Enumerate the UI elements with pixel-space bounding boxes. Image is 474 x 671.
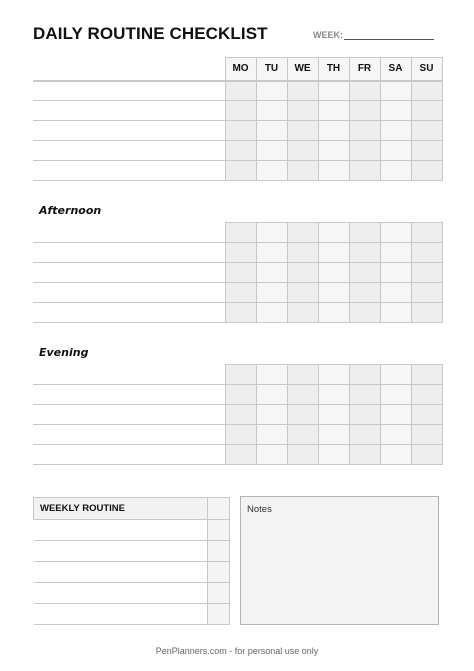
check-cell-fr[interactable]	[349, 445, 380, 465]
task-entry-cell[interactable]	[33, 283, 225, 303]
check-cell-su[interactable]	[411, 263, 442, 283]
table-header-row	[33, 58, 442, 81]
check-cell-we[interactable]	[287, 405, 318, 425]
task-entry-cell[interactable]	[33, 141, 225, 161]
check-cell-tu[interactable]	[256, 223, 287, 243]
day-header-su: SU	[411, 58, 442, 81]
weekly-check-cell[interactable]	[208, 583, 230, 604]
weekly-check-cell[interactable]	[208, 562, 230, 583]
week-label: WEEK:	[313, 30, 343, 40]
weekly-check-cell[interactable]	[208, 541, 230, 562]
check-cell-we[interactable]	[287, 141, 318, 161]
check-cell-su[interactable]	[411, 81, 442, 101]
check-cell-su[interactable]	[411, 385, 442, 405]
check-cell-fr[interactable]	[349, 101, 380, 121]
check-cell-sa[interactable]	[380, 425, 411, 445]
check-cell-fr[interactable]	[349, 283, 380, 303]
check-cell-mo[interactable]	[225, 81, 256, 101]
check-cell-we[interactable]	[287, 425, 318, 445]
table-row	[33, 243, 442, 263]
weekly-routine-table	[33, 497, 230, 625]
check-cell-mo[interactable]	[225, 283, 256, 303]
check-cell-fr[interactable]	[349, 121, 380, 141]
check-cell-we[interactable]	[287, 385, 318, 405]
check-cell-th[interactable]	[318, 283, 349, 303]
check-cell-fr[interactable]	[349, 161, 380, 181]
check-cell-we[interactable]	[287, 101, 318, 121]
check-cell-mo[interactable]	[225, 141, 256, 161]
day-header-we: WE	[287, 58, 318, 81]
check-cell-we[interactable]	[287, 81, 318, 101]
check-cell-sa[interactable]	[380, 303, 411, 323]
task-entry-cell[interactable]	[33, 243, 225, 263]
check-cell-mo[interactable]	[225, 101, 256, 121]
task-entry-cell[interactable]	[33, 81, 225, 101]
task-entry-cell[interactable]	[33, 405, 225, 425]
task-entry-cell[interactable]	[33, 303, 225, 323]
check-cell-su[interactable]	[411, 283, 442, 303]
check-cell-tu[interactable]	[256, 303, 287, 323]
weekly-task-cell[interactable]	[34, 583, 208, 604]
table-row	[34, 583, 230, 604]
table-row	[33, 81, 442, 101]
check-cell-fr[interactable]	[349, 405, 380, 425]
check-cell-fr[interactable]	[349, 81, 380, 101]
check-cell-we[interactable]	[287, 263, 318, 283]
weekly-header-row	[34, 498, 230, 520]
weekly-task-cell[interactable]	[34, 520, 208, 541]
check-cell-th[interactable]	[318, 263, 349, 283]
check-cell-fr[interactable]	[349, 425, 380, 445]
check-cell-mo[interactable]	[225, 121, 256, 141]
task-entry-cell[interactable]	[33, 385, 225, 405]
check-cell-su[interactable]	[411, 161, 442, 181]
check-cell-we[interactable]	[287, 161, 318, 181]
table-row	[34, 562, 230, 583]
table-row	[33, 141, 442, 161]
check-cell-th[interactable]	[318, 101, 349, 121]
morning-rows	[33, 81, 442, 181]
table-row	[33, 385, 442, 405]
check-cell-fr[interactable]	[349, 263, 380, 283]
weekly-check-cell[interactable]	[208, 520, 230, 541]
table-row	[33, 425, 442, 445]
check-cell-mo[interactable]	[225, 223, 256, 243]
weekly-routine-title: WEEKLY ROUTINE	[34, 498, 208, 520]
check-cell-sa[interactable]	[380, 445, 411, 465]
check-cell-fr[interactable]	[349, 303, 380, 323]
check-cell-mo[interactable]	[225, 303, 256, 323]
check-cell-we[interactable]	[287, 365, 318, 385]
afternoon-rows	[33, 223, 442, 323]
check-cell-we[interactable]	[287, 243, 318, 263]
footer-credit: PenPlanners.com - for personal use only	[155, 646, 319, 656]
check-cell-th[interactable]	[318, 405, 349, 425]
check-cell-sa[interactable]	[380, 243, 411, 263]
notes-box[interactable]	[240, 496, 439, 625]
check-cell-mo[interactable]	[225, 405, 256, 425]
table-row	[34, 541, 230, 562]
check-cell-th[interactable]	[318, 141, 349, 161]
check-cell-sa[interactable]	[380, 141, 411, 161]
table-row	[33, 365, 442, 385]
weekly-task-cell[interactable]	[34, 604, 208, 625]
check-cell-sa[interactable]	[380, 161, 411, 181]
check-cell-tu[interactable]	[256, 121, 287, 141]
section-label-evening: Evening	[39, 346, 89, 359]
check-cell-mo[interactable]	[225, 425, 256, 445]
day-header-tu: TU	[256, 58, 287, 81]
check-cell-mo[interactable]	[225, 263, 256, 283]
check-cell-th[interactable]	[318, 243, 349, 263]
check-cell-tu[interactable]	[256, 101, 287, 121]
check-cell-we[interactable]	[287, 223, 318, 243]
table-row	[33, 223, 442, 243]
task-entry-cell[interactable]	[33, 425, 225, 445]
check-cell-we[interactable]	[287, 445, 318, 465]
table-row	[34, 520, 230, 541]
check-cell-sa[interactable]	[380, 263, 411, 283]
check-cell-sa[interactable]	[380, 223, 411, 243]
afternoon-checklist-table	[33, 222, 443, 323]
check-cell-tu[interactable]	[256, 161, 287, 181]
check-cell-fr[interactable]	[349, 141, 380, 161]
check-cell-tu[interactable]	[256, 405, 287, 425]
check-cell-mo[interactable]	[225, 445, 256, 465]
evening-rows	[33, 365, 442, 465]
page-title: DAILY ROUTINE CHECKLIST	[33, 24, 268, 43]
section-label-afternoon: Afternoon	[39, 204, 102, 217]
check-cell-su[interactable]	[411, 365, 442, 385]
check-cell-sa[interactable]	[380, 283, 411, 303]
check-cell-sa[interactable]	[380, 101, 411, 121]
check-cell-tu[interactable]	[256, 243, 287, 263]
day-header-sa: SA	[380, 58, 411, 81]
check-cell-th[interactable]	[318, 81, 349, 101]
check-cell-fr[interactable]	[349, 365, 380, 385]
check-cell-su[interactable]	[411, 405, 442, 425]
check-cell-mo[interactable]	[225, 161, 256, 181]
weekly-task-cell[interactable]	[34, 541, 208, 562]
check-cell-su[interactable]	[411, 101, 442, 121]
table-row	[33, 445, 442, 465]
check-cell-we[interactable]	[287, 283, 318, 303]
weekly-header-check-cell	[208, 498, 230, 520]
check-cell-th[interactable]	[318, 365, 349, 385]
task-header-cell	[33, 58, 225, 81]
table-row	[33, 283, 442, 303]
morning-checklist-table	[33, 57, 443, 181]
check-cell-th[interactable]	[318, 425, 349, 445]
check-cell-mo[interactable]	[225, 243, 256, 263]
check-cell-sa[interactable]	[380, 365, 411, 385]
check-cell-th[interactable]	[318, 121, 349, 141]
table-row	[33, 101, 442, 121]
check-cell-th[interactable]	[318, 445, 349, 465]
check-cell-sa[interactable]	[380, 405, 411, 425]
check-cell-tu[interactable]	[256, 81, 287, 101]
weekly-check-cell[interactable]	[208, 604, 230, 625]
table-row	[33, 161, 442, 181]
check-cell-tu[interactable]	[256, 385, 287, 405]
check-cell-su[interactable]	[411, 243, 442, 263]
table-row	[33, 405, 442, 425]
weekly-rows	[34, 520, 230, 625]
check-cell-sa[interactable]	[380, 385, 411, 405]
check-cell-mo[interactable]	[225, 365, 256, 385]
check-cell-tu[interactable]	[256, 141, 287, 161]
week-input-line[interactable]	[344, 39, 434, 40]
check-cell-sa[interactable]	[380, 121, 411, 141]
task-entry-cell[interactable]	[33, 263, 225, 283]
task-entry-cell[interactable]	[33, 445, 225, 465]
table-row	[33, 263, 442, 283]
check-cell-su[interactable]	[411, 303, 442, 323]
check-cell-tu[interactable]	[256, 263, 287, 283]
check-cell-mo[interactable]	[225, 385, 256, 405]
check-cell-tu[interactable]	[256, 365, 287, 385]
day-header-mo: MO	[225, 58, 256, 81]
task-entry-cell[interactable]	[33, 161, 225, 181]
check-cell-fr[interactable]	[349, 243, 380, 263]
check-cell-th[interactable]	[318, 385, 349, 405]
check-cell-su[interactable]	[411, 223, 442, 243]
check-cell-su[interactable]	[411, 445, 442, 465]
task-entry-cell[interactable]	[33, 365, 225, 385]
task-entry-cell[interactable]	[33, 223, 225, 243]
check-cell-su[interactable]	[411, 141, 442, 161]
weekly-task-cell[interactable]	[34, 562, 208, 583]
table-row	[34, 604, 230, 625]
table-row	[33, 121, 442, 141]
notes-label: Notes	[247, 504, 272, 515]
check-cell-th[interactable]	[318, 303, 349, 323]
check-cell-su[interactable]	[411, 121, 442, 141]
check-cell-fr[interactable]	[349, 385, 380, 405]
check-cell-th[interactable]	[318, 161, 349, 181]
check-cell-tu[interactable]	[256, 283, 287, 303]
day-header-fr: FR	[349, 58, 380, 81]
check-cell-su[interactable]	[411, 425, 442, 445]
check-cell-fr[interactable]	[349, 223, 380, 243]
task-entry-cell[interactable]	[33, 101, 225, 121]
table-row	[33, 303, 442, 323]
check-cell-we[interactable]	[287, 303, 318, 323]
check-cell-sa[interactable]	[380, 81, 411, 101]
check-cell-tu[interactable]	[256, 445, 287, 465]
check-cell-th[interactable]	[318, 223, 349, 243]
evening-checklist-table	[33, 364, 443, 465]
day-header-th: TH	[318, 58, 349, 81]
task-entry-cell[interactable]	[33, 121, 225, 141]
check-cell-tu[interactable]	[256, 425, 287, 445]
check-cell-we[interactable]	[287, 121, 318, 141]
